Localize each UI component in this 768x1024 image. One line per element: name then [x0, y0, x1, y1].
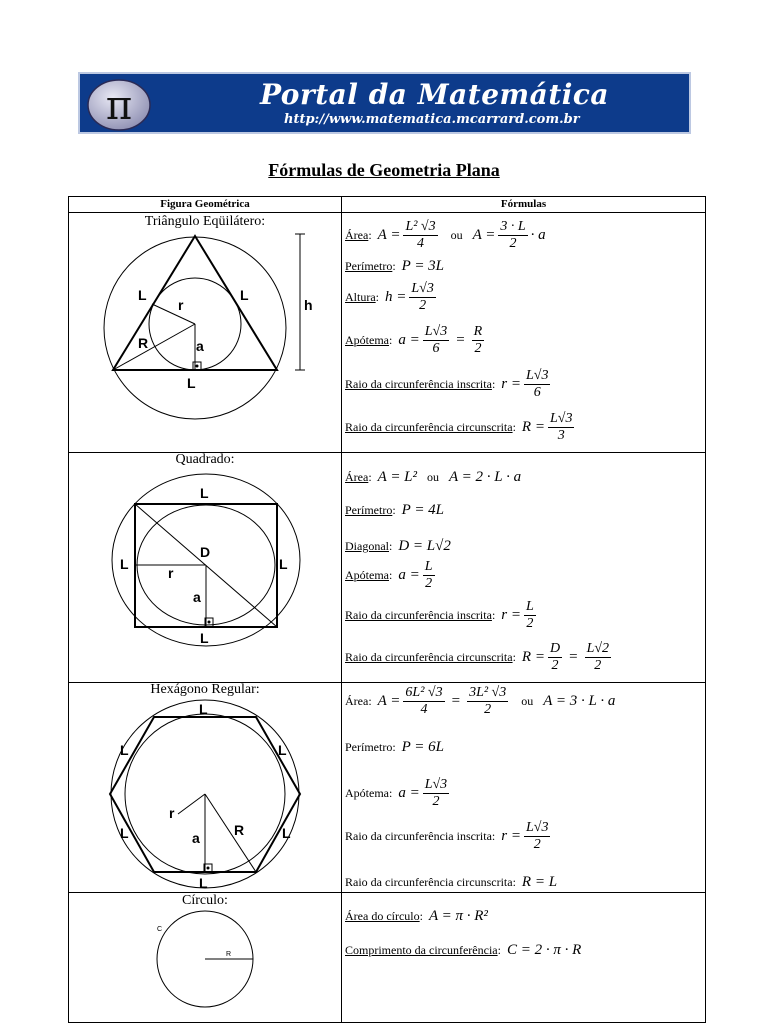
- square-label-L-bottom: L: [200, 630, 209, 646]
- hexagon-figure: [104, 698, 306, 890]
- hexagon-label-r: r: [169, 805, 175, 821]
- page-title: Fórmulas de Geometria Plana: [268, 160, 500, 180]
- header-formulas: Fórmulas: [500, 198, 547, 210]
- circle-area-formula: Área do círculo : A = π · R²: [345, 908, 488, 924]
- hexagon-label-R: R: [234, 822, 245, 838]
- triangle-label-a: a: [196, 338, 204, 354]
- square-diagonal-formula: Diagonal : D = L√2: [345, 538, 451, 554]
- triangle-title: Triângulo Eqüilátero:: [144, 214, 266, 229]
- hexagon-circumscribed-radius-formula: Raio da circunferência circunscrita: R = L: [345, 874, 558, 890]
- triangle-circumscribed-radius-formula: Raio da circunferência circunscrita : R = $\frac{L√3}{3}$: [345, 411, 573, 443]
- circle-circumference-formula: Comprimento da circunferência : C = 2 · π · R: [345, 942, 582, 958]
- square-label-L-right: L: [279, 556, 288, 572]
- circle-label-R: R: [226, 951, 232, 958]
- square-label-r: r: [168, 565, 174, 581]
- triangle-label-L-bottom: L: [187, 375, 196, 391]
- triangle-height-formula: Altura : h = $\frac{L√3}{2}$: [345, 281, 434, 313]
- square-label-L-left: L: [120, 556, 129, 572]
- triangle-inscribed-radius-formula: Raio da circunferência inscrita : r = $\frac{L√3}{6}$: [345, 368, 549, 400]
- square-title: Quadrado:: [175, 452, 235, 467]
- circle-title: Círculo:: [182, 893, 228, 908]
- hexagon-label-L-bottom: L: [199, 875, 208, 890]
- hexagon-label-a: a: [192, 830, 200, 846]
- triangle-apothem-formula: Apótema : a = $\frac{L√3}{6}$ = $\frac{R}{2}$: [345, 324, 483, 356]
- triangle-perimeter-formula: Perímetro : P = 3L: [345, 258, 445, 274]
- triangle-label-L-right: L: [240, 287, 249, 303]
- square-perimeter-formula: Perímetro : P = 4L: [345, 502, 445, 518]
- header-figure: Figura Geométrica: [160, 198, 250, 210]
- square-label-L-top: L: [200, 485, 209, 501]
- hexagon-area-formula: Área: A = $\frac{\text{6L² √3}}{4}$ = $\frac{\text{3L² √3}}{2}$ ou A = 3 · L · a: [345, 685, 616, 717]
- square-circumscribed-radius-formula: Raio da circunferência circunscrita : R = $\frac{D}{2}$ = $\frac{L√2}{2}$: [345, 641, 610, 673]
- hexagon-apothem-formula: Apótema: a = $\frac{L√3}{2}$: [345, 777, 448, 809]
- triangle-label-L-left: L: [138, 287, 147, 303]
- banner-url: http://www.matematica.mcarrard.com.br: [284, 112, 580, 127]
- triangle-label-h: h: [304, 297, 313, 313]
- square-figure: [108, 468, 304, 648]
- triangle-area-formula: Área : A = $\frac{\text{L² √3}}{4}$ ou A = $\frac{3 \cdot L}{2}$ · a: [345, 219, 546, 251]
- triangle-figure: [90, 228, 330, 420]
- square-apothem-formula: Apótema : a = $\frac{L}{2}$: [345, 559, 433, 591]
- svg-text:π: π: [105, 83, 133, 129]
- hexagon-title: Hexágono Regular:: [150, 682, 260, 697]
- triangle-label-r: r: [178, 297, 184, 313]
- square-label-D: D: [200, 544, 211, 560]
- circle-label-C: C: [157, 926, 163, 933]
- square-area-formula: Área : A = L² ou A = 2 · L · a: [345, 469, 522, 485]
- square-label-a: a: [193, 589, 201, 605]
- triangle-label-R: R: [138, 335, 149, 351]
- banner-title: Portal da Matemática: [260, 78, 610, 111]
- hexagon-label-L-lower-right: L: [282, 825, 291, 841]
- hexagon-label-L-lower-left: L: [120, 825, 129, 841]
- hexagon-inscribed-radius-formula: Raio da circunferência inscrita: r = $\frac{L√3}{2}$: [345, 820, 549, 852]
- square-inscribed-radius-formula: Raio da circunferência inscrita : r = $\frac{L}{2}$: [345, 599, 534, 631]
- circle-figure: [150, 908, 260, 1012]
- hexagon-label-L-upper-left: L: [120, 742, 129, 758]
- hexagon-label-L-top: L: [199, 701, 208, 717]
- hexagon-label-L-upper-right: L: [278, 742, 287, 758]
- hexagon-perimeter-formula: Perímetro: P = 6L: [345, 739, 445, 755]
